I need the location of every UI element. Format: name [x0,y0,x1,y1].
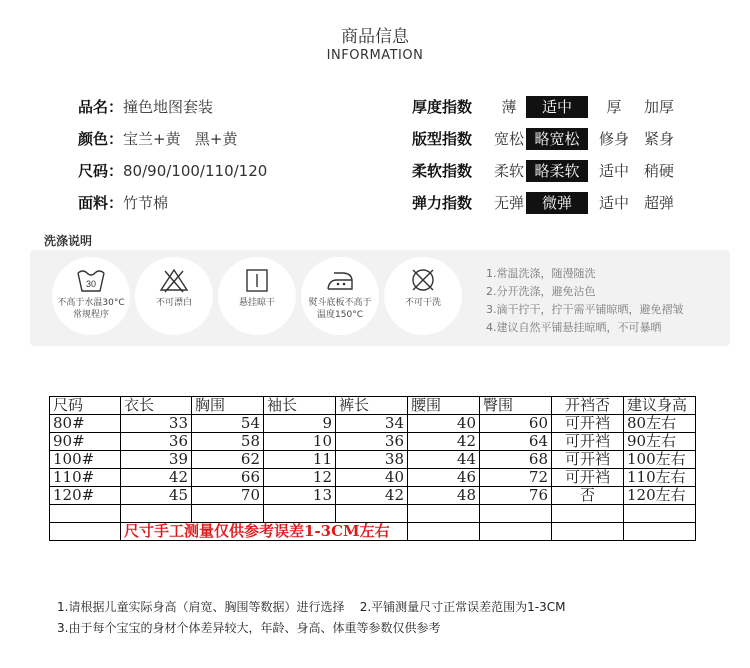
index-option-selected: 略柔软 [526,160,588,182]
info-fabric [78,192,168,214]
table-header: 建议身高 [624,397,696,415]
info-value: 80/90/100/110/120 [123,162,268,180]
index-option: 柔软 [493,162,524,180]
table-row [50,469,696,487]
table-cell [50,523,121,541]
wash-item-bleach [135,257,213,335]
wash-label: 悬挂晾干 [238,298,275,308]
iron-icon [325,267,355,293]
table-cell: 90左右 [624,433,696,451]
table-cell: 36 [121,433,192,451]
table-cell: 42 [121,469,192,487]
wash-item-temp [52,257,130,335]
table-cell: 110# [50,469,121,487]
index-option: 适中 [598,162,629,180]
table-row [50,433,696,451]
table-cell: 100# [50,451,121,469]
table-cell [192,505,264,523]
table-cell: 可开裆 [552,433,624,451]
table-cell: 39 [121,451,192,469]
table-cell: 100左右 [624,451,696,469]
table-cell [624,523,696,541]
wash-label: 熨斗底板不高于 温度150°C [308,298,372,320]
info-key: 尺码： [78,162,124,180]
table-cell: 80# [50,415,121,433]
table-cell: 33 [121,415,192,433]
table-cell: 可开裆 [552,451,624,469]
table-cell: 46 [408,469,480,487]
index-key: 版型指数 [412,130,473,148]
table-cell: 54 [192,415,264,433]
table-row-empty [50,505,696,523]
table-cell: 42 [408,433,480,451]
index-key: 厚度指数 [412,98,473,116]
info-key: 品名： [78,98,124,116]
wash-note: 3.滴干拧干，拧干需平铺晾晒，避免褶皱 [486,303,684,316]
table-cell: 62 [192,451,264,469]
footer-note: 3.由于每个宝宝的身材个体差异较大，年龄、身高、体重等参数仅供参考 [57,621,441,635]
index-option: 稍硬 [643,162,674,180]
wash-notes [486,265,684,337]
page-title: 商品信息 [341,27,409,47]
footer-notes [57,597,566,639]
table-row-warning [50,523,696,541]
table-cell: 42 [336,487,408,505]
wash-temp-text: 30 [85,279,97,289]
info-key: 颜色： [78,130,124,148]
wash-item-iron [301,257,379,335]
table-cell: 10 [264,433,336,451]
table-cell: 44 [408,451,480,469]
info-key: 面料： [78,194,124,212]
table-header: 尺码 [50,397,121,415]
table-cell: 否 [552,487,624,505]
index-option: 修身 [598,130,629,148]
wash-note: 2.分开洗涤，避免沾色 [486,285,596,298]
index-option: 超弹 [643,194,674,212]
table-cell: 13 [264,487,336,505]
info-value: 撞色地图套装 [123,98,214,116]
table-cell [480,523,552,541]
table-cell: 110左右 [624,469,696,487]
table-cell: 80左右 [624,415,696,433]
table-cell: 40 [336,469,408,487]
table-cell: 可开裆 [552,469,624,487]
table-cell [624,505,696,523]
size-warning: 尺寸手工测量仅供参考误差1-3CM左右 [121,523,408,541]
table-cell: 58 [192,433,264,451]
index-option-selected: 微弹 [526,192,588,214]
table-cell: 9 [264,415,336,433]
table-cell [336,505,408,523]
table-cell [408,523,480,541]
table-cell: 40 [408,415,480,433]
table-cell: 38 [336,451,408,469]
table-header: 裤长 [336,397,408,415]
index-option-selected: 略宽松 [526,128,588,150]
wash-label: 不可干洗 [404,298,441,308]
table-cell: 120# [50,487,121,505]
index-option: 适中 [598,194,629,212]
no-bleach-icon [159,267,189,293]
info-name [78,96,213,118]
table-header: 开裆否 [552,397,624,415]
table-header: 胸围 [192,397,264,415]
footer-note: 1.请根据儿童实际身高（肩宽、胸围等数据）进行选择 2.平铺测量尺寸正常误差范围为1-3CM [57,600,566,614]
table-header: 腰围 [408,397,480,415]
wash-item-dryclean [384,257,462,335]
table-header: 衣长 [121,397,192,415]
wash-label: 不可漂白 [155,298,192,308]
table-header: 臀围 [480,397,552,415]
index-option-selected: 适中 [526,96,588,118]
table-cell: 36 [336,433,408,451]
table-cell [480,505,552,523]
index-option: 薄 [501,98,517,116]
table-cell: 68 [480,451,552,469]
hang-dry-icon [242,267,272,293]
index-option: 宽松 [493,130,524,148]
table-cell: 76 [480,487,552,505]
table-cell: 11 [264,451,336,469]
page-subtitle: INFORMATION [326,48,424,63]
table-row [50,487,696,505]
index-option: 紧身 [643,130,674,148]
table-header: 袖长 [264,397,336,415]
index-option: 无弹 [493,194,524,212]
table-cell [552,523,624,541]
index-key: 柔软指数 [412,162,473,180]
table-cell: 34 [336,415,408,433]
table-cell: 48 [408,487,480,505]
table-cell: 60 [480,415,552,433]
info-value: 宝兰+黄 黑+黄 [123,130,238,148]
table-row [50,451,696,469]
info-color [78,128,237,150]
table-cell: 45 [121,487,192,505]
wash-30-icon [76,267,106,293]
table-cell [121,505,192,523]
table-cell: 90# [50,433,121,451]
info-size [78,160,267,182]
wash-label: 不高于水温30°C 常规程序 [57,298,125,320]
table-cell [264,505,336,523]
index-option: 厚 [606,98,622,116]
table-cell: 66 [192,469,264,487]
table-cell: 70 [192,487,264,505]
table-cell [408,505,480,523]
wash-item-hang [218,257,296,335]
index-key: 弹力指数 [412,194,473,212]
table-cell: 64 [480,433,552,451]
wash-note: 4.建议自然平铺悬挂晾晒，不可暴晒 [486,321,662,334]
info-value: 竹节棉 [123,194,169,212]
table-cell [552,505,624,523]
wash-title: 洗涤说明 [44,234,93,248]
size-table [49,396,696,541]
no-dry-clean-icon [408,267,438,293]
index-option: 加厚 [643,98,674,116]
table-row [50,415,696,433]
table-header-row [50,397,696,415]
table-cell: 可开裆 [552,415,624,433]
table-cell: 12 [264,469,336,487]
table-cell [50,505,121,523]
table-cell: 120左右 [624,487,696,505]
table-cell: 72 [480,469,552,487]
wash-note: 1.常温洗涤，随漫随洗 [486,267,596,280]
